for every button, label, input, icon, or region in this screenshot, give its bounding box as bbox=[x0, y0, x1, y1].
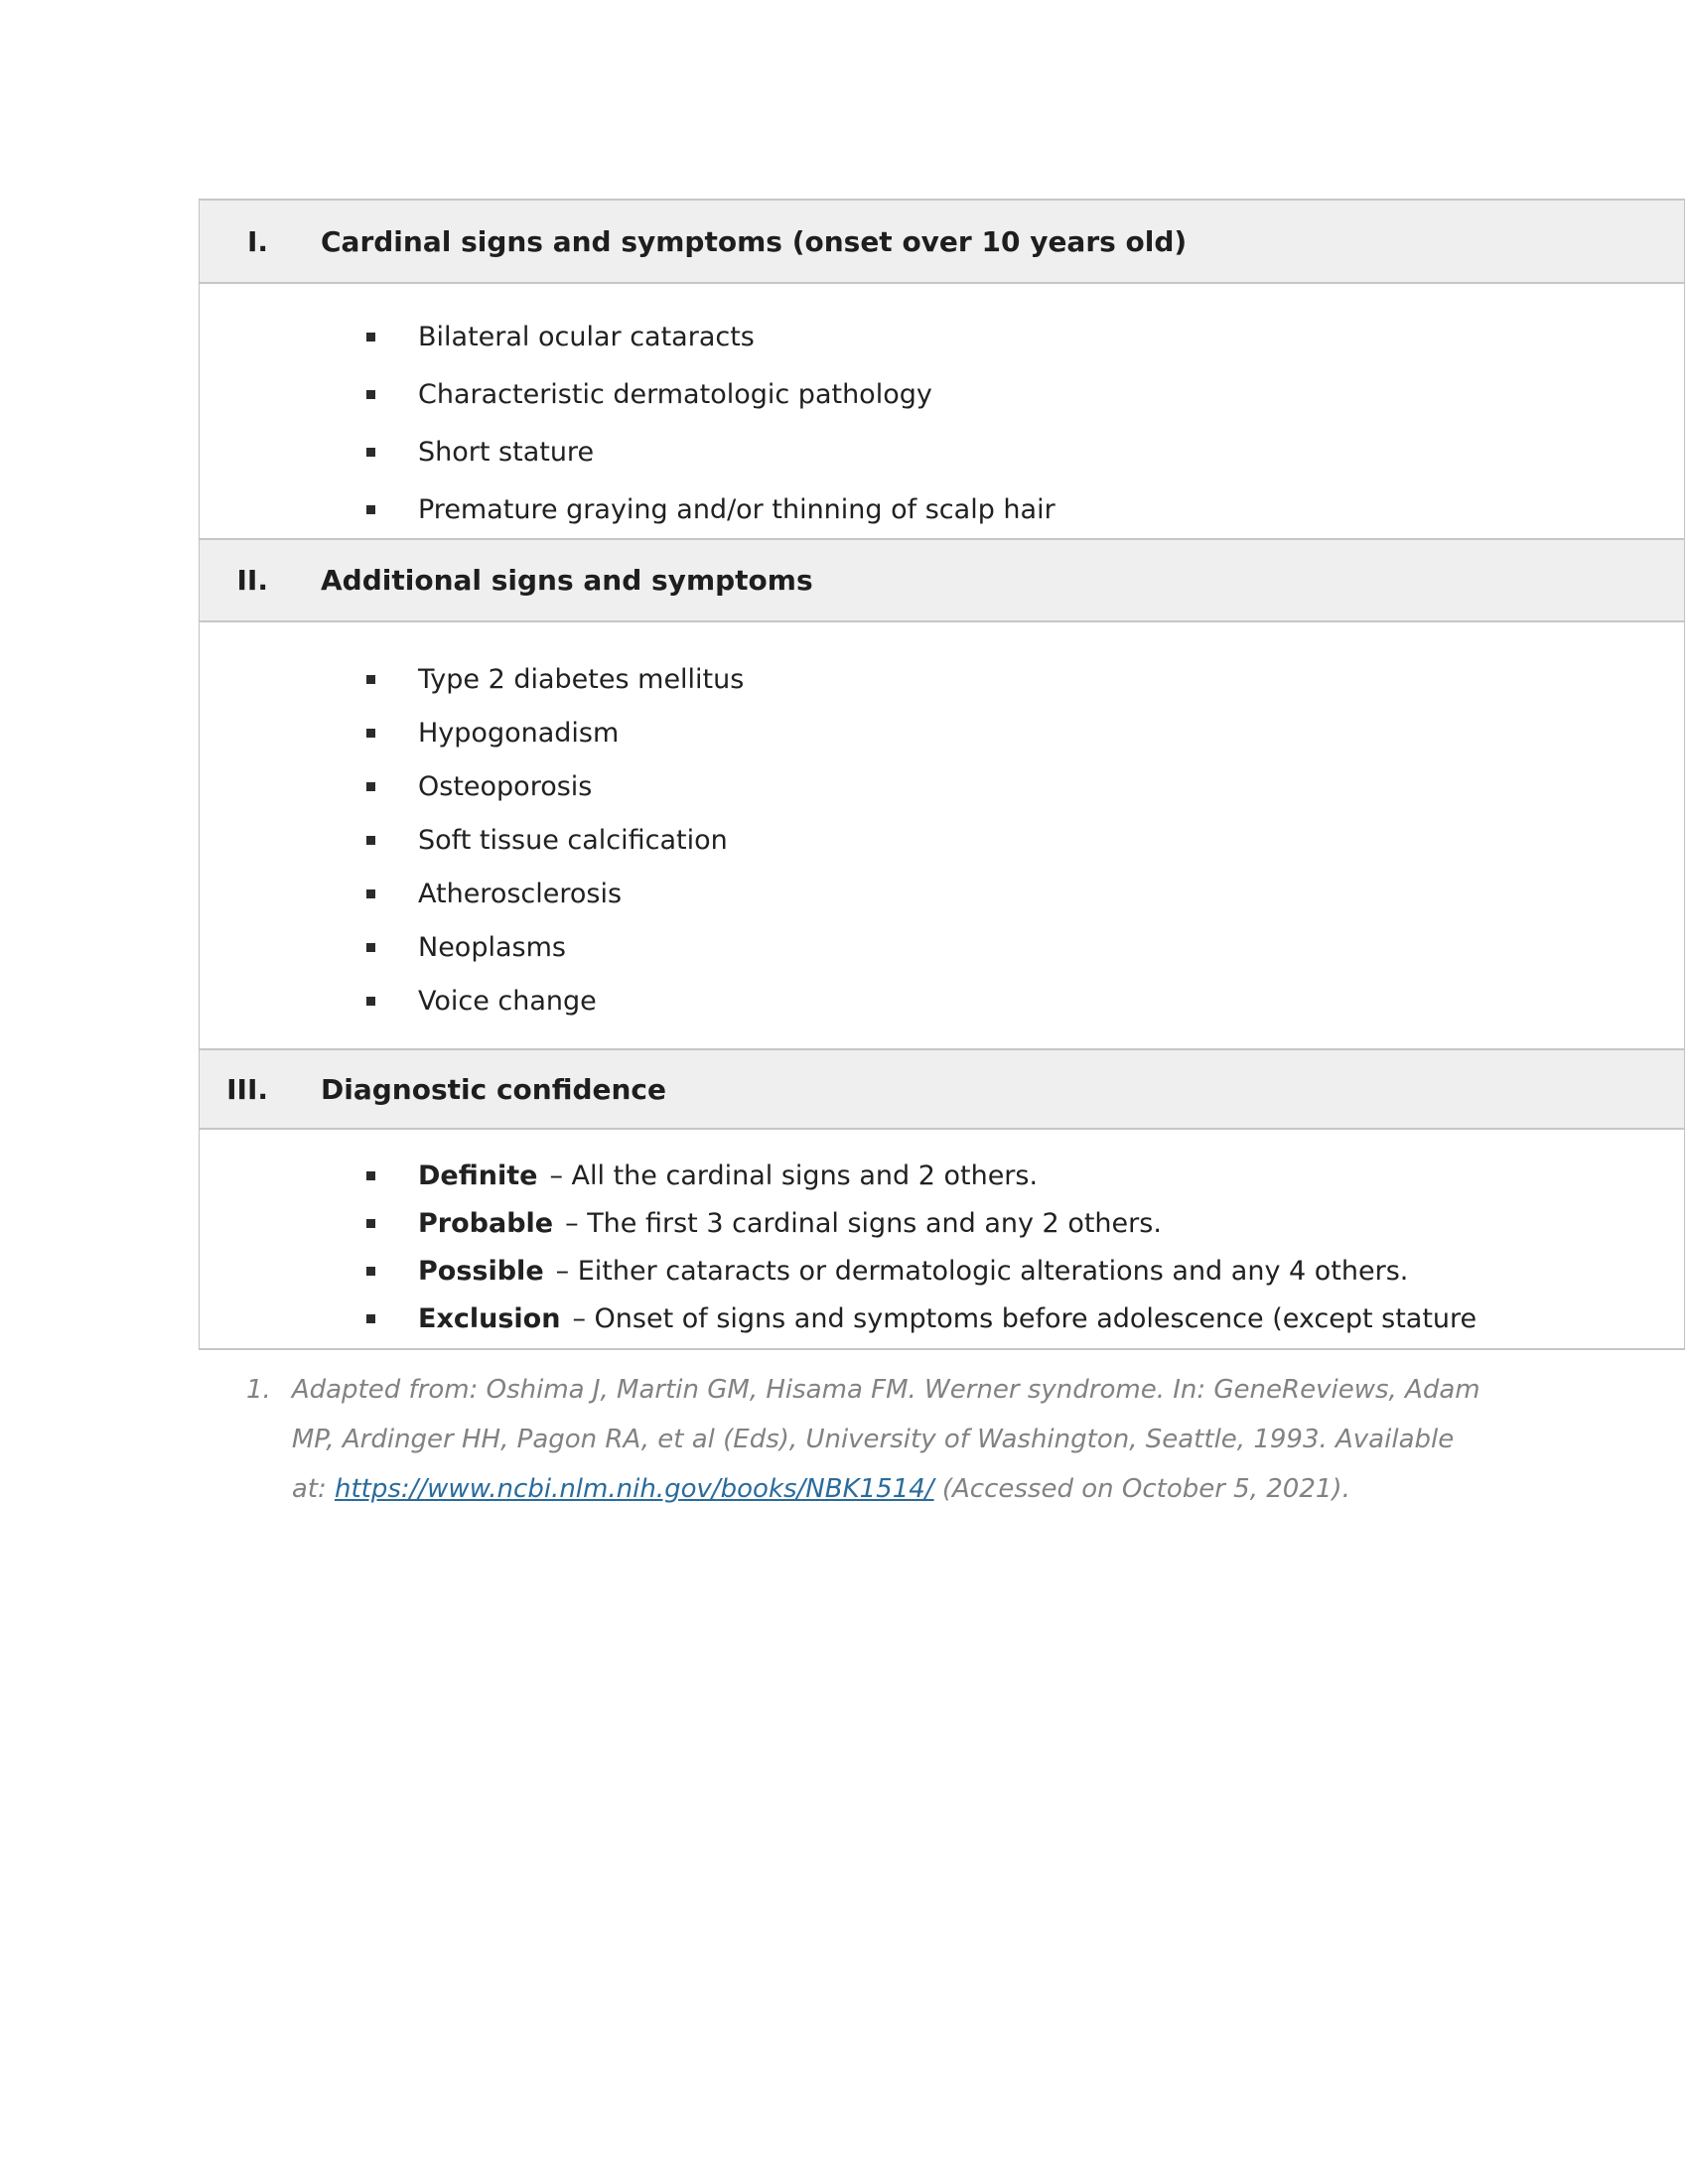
bullet-square-icon bbox=[366, 889, 375, 898]
list-item bbox=[200, 706, 1684, 759]
bullet-square-icon bbox=[366, 505, 375, 514]
list-item bbox=[200, 423, 1684, 480]
footnote-line-suffix: (Accessed on October 5, 2021). bbox=[933, 1474, 1350, 1504]
list-item bbox=[200, 813, 1684, 867]
section-title: Diagnostic confidence bbox=[321, 1072, 667, 1106]
footnote-body bbox=[292, 1365, 1480, 1514]
list-item-text: – Either cataracts or dermatologic alterations and any 4 others. bbox=[555, 1255, 1409, 1287]
bullet-square-icon bbox=[366, 675, 375, 684]
bullet-square-icon bbox=[366, 782, 375, 791]
section-header-additional-signs bbox=[200, 538, 1684, 622]
list-item bbox=[200, 308, 1684, 365]
list-item bbox=[200, 1247, 1684, 1295]
footnote-number: 1. bbox=[246, 1375, 271, 1405]
list-item-text: Soft tissue calcification bbox=[418, 824, 728, 856]
section-numeral: I. bbox=[246, 224, 268, 258]
bullet-square-icon bbox=[366, 448, 375, 457]
bullet-square-icon bbox=[366, 943, 375, 952]
list-item bbox=[200, 480, 1684, 538]
list-item bbox=[200, 759, 1684, 813]
footnote-line: Adapted from: Oshima J, Martin GM, Hisama FM. Werner syndrome. In: GeneReviews, Adam bbox=[291, 1375, 1480, 1405]
footnote-line bbox=[292, 1464, 1480, 1514]
footnote-line: MP, Ardinger HH, Pagon RA, et al (Eds), University of Washington, Seattle, 1993. Available bbox=[291, 1425, 1455, 1454]
list-item bbox=[200, 1199, 1684, 1247]
list-item-text: Bilateral ocular cataracts bbox=[418, 321, 755, 352]
list-item bbox=[200, 920, 1684, 974]
list-item bbox=[200, 652, 1684, 706]
section-title: Cardinal signs and symptoms (onset over 10 years old) bbox=[321, 224, 1188, 258]
reference-link[interactable]: https://www.ncbi.nlm.nih.gov/books/NBK1514/ bbox=[334, 1474, 934, 1504]
section-header-cardinal-signs bbox=[200, 199, 1684, 284]
list-item-text: Voice change bbox=[418, 985, 597, 1017]
criteria-table bbox=[199, 199, 1685, 1350]
list-item-lead: Definite bbox=[418, 1160, 538, 1191]
list-item-text: Osteoporosis bbox=[418, 770, 593, 802]
list-item bbox=[200, 1152, 1684, 1199]
bullet-square-icon bbox=[366, 1314, 375, 1323]
bullet-square-icon bbox=[366, 997, 375, 1006]
bullet-square-icon bbox=[366, 333, 375, 341]
bullet-square-icon bbox=[366, 836, 375, 845]
list-item-text: – All the cardinal signs and 2 others. bbox=[549, 1160, 1039, 1191]
list-item-text: – Onset of signs and symptoms before adolescence (except stature bbox=[572, 1302, 1477, 1334]
list-item-lead: Exclusion bbox=[418, 1302, 561, 1334]
list-item bbox=[200, 1295, 1684, 1342]
bullet-square-icon bbox=[366, 1219, 375, 1228]
list-item-lead: Probable bbox=[418, 1207, 554, 1239]
section-numeral: III. bbox=[226, 1072, 268, 1106]
list-item-text: Hypogonadism bbox=[418, 717, 620, 749]
bullet-square-icon bbox=[366, 390, 375, 399]
footnote-line-prefix: at: bbox=[291, 1474, 335, 1504]
list-item-text: Atherosclerosis bbox=[418, 878, 623, 909]
list-item-text: Type 2 diabetes mellitus bbox=[418, 663, 745, 695]
section-numeral: II. bbox=[236, 564, 268, 597]
footnote bbox=[246, 1365, 1480, 1514]
section-header-diagnostic-confidence bbox=[200, 1048, 1684, 1130]
section-body-diagnostic-confidence bbox=[200, 1130, 1684, 1348]
list-item-lead: Possible bbox=[418, 1255, 544, 1287]
bullet-square-icon bbox=[366, 1171, 375, 1180]
list-item-text: – The first 3 cardinal signs and any 2 others. bbox=[565, 1207, 1162, 1239]
list-item bbox=[200, 867, 1684, 920]
bullet-square-icon bbox=[366, 729, 375, 738]
bullet-square-icon bbox=[366, 1267, 375, 1276]
list-item bbox=[200, 365, 1684, 423]
list-item-text: Premature graying and/or thinning of scalp hair bbox=[418, 493, 1055, 525]
section-body-cardinal-signs bbox=[200, 284, 1684, 538]
list-item-text: Short stature bbox=[418, 436, 595, 468]
list-item-text: Neoplasms bbox=[418, 931, 566, 963]
section-title: Additional signs and symptoms bbox=[321, 564, 813, 597]
list-item bbox=[200, 974, 1684, 1027]
list-item-text: Characteristic dermatologic pathology bbox=[418, 378, 932, 410]
section-body-additional-signs bbox=[200, 622, 1684, 1048]
